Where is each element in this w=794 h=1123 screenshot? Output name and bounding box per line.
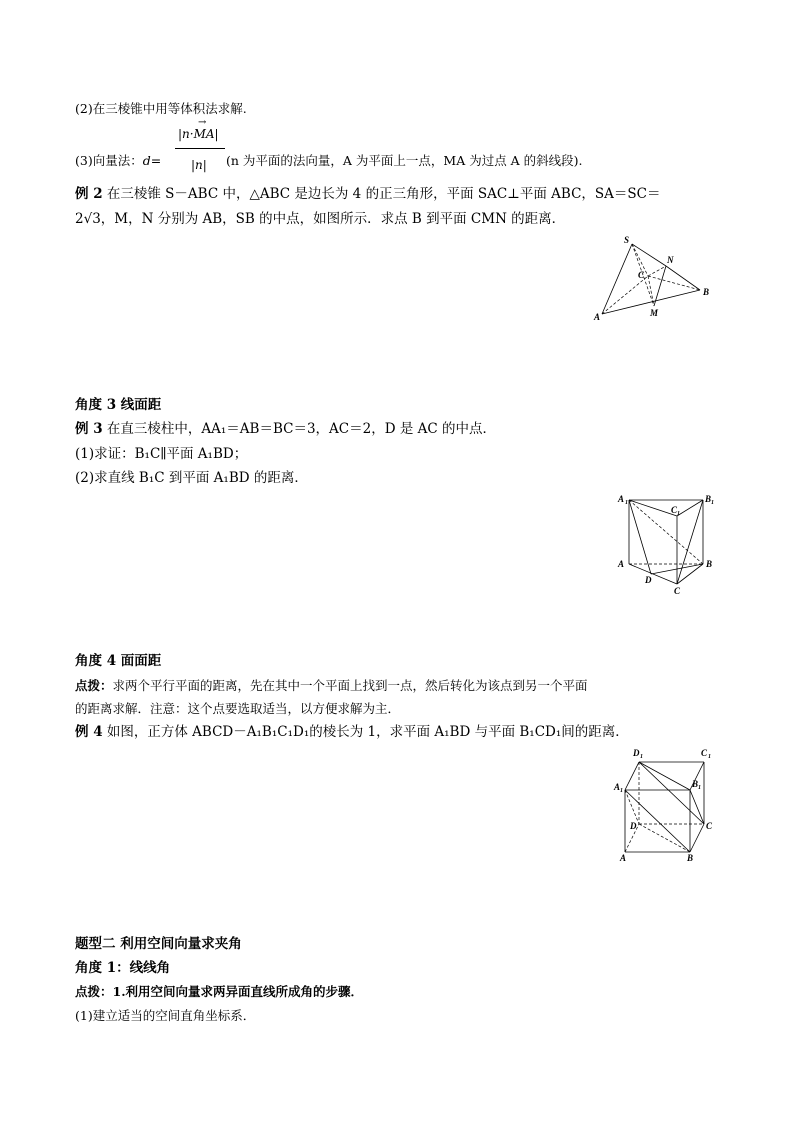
edge-A1D <box>625 790 639 824</box>
intro-item-3: (3)向量法：d= <box>75 153 162 168</box>
svg-text:1: 1 <box>711 500 714 506</box>
label-B1: B <box>705 494 712 504</box>
svg-text:1: 1 <box>620 788 623 794</box>
edge-D1C <box>639 762 704 824</box>
example-3-q1: (1)求证：B₁C∥平面 A₁BD； <box>75 446 248 462</box>
edge-CB <box>677 564 703 584</box>
example-4-label: 例 4 <box>75 724 103 740</box>
angle-4-tip-line2: 的距离求解．注意：这个点要选取适当，以方便求解为主． <box>75 701 401 716</box>
label-A1: A <box>614 782 621 792</box>
edge-CB <box>648 276 700 290</box>
label-A: A <box>620 853 627 863</box>
edge-CM <box>648 276 654 306</box>
label-D: D <box>630 821 637 831</box>
cube-figure <box>612 745 717 863</box>
example-2-line2: 2√3，M，N 分别为 AB，SB 的中点，如图所示．求点 B 到平面 CMN 的距离． <box>75 211 566 227</box>
example-3: 例 3 在直三棱柱中，AA₁＝AB＝BC＝3，AC＝2，D 是 AC 的中点． <box>75 421 497 437</box>
label-A: A <box>618 559 625 569</box>
svg-text:1: 1 <box>677 511 680 517</box>
svg-text:1: 1 <box>698 785 701 791</box>
pyramid-figure <box>592 232 722 324</box>
label-B1: B <box>692 779 699 789</box>
edge-SN <box>632 244 666 266</box>
type-2-tip: 点拨：1.利用空间向量求两异面直线所成角的步骤． <box>75 984 364 999</box>
label-C1: C <box>671 505 678 515</box>
label-D: D <box>645 575 652 585</box>
edge-A1D <box>629 500 651 574</box>
svg-text:1: 1 <box>708 754 711 760</box>
type-2-heading: 题型二 利用空间向量求夹角 <box>75 936 242 952</box>
edge-NB <box>666 266 700 290</box>
edge-SA <box>602 244 632 314</box>
intro-item-2: (2)在三棱锥中用等体积法求解. <box>75 101 247 116</box>
label-C: C <box>706 821 713 831</box>
edge-A1D1 <box>625 762 639 790</box>
edge-A1B <box>629 500 703 564</box>
label-B: B <box>706 559 713 569</box>
svg-text:1: 1 <box>625 500 628 506</box>
type-2-angle-1: 角度 1：线线角 <box>75 960 171 976</box>
label-A: A <box>594 312 601 322</box>
edge-B1C <box>677 500 703 584</box>
label-C: C <box>674 586 681 596</box>
type-2-step-1: (1)建立适当的空间直角坐标系． <box>75 1008 256 1023</box>
angle-3-heading: 角度 3 线面距 <box>75 397 162 413</box>
svg-text:1: 1 <box>640 754 643 760</box>
edge-A1C1 <box>629 500 677 516</box>
tip-label: 点拨： <box>75 678 113 693</box>
example-4: 例 4 如图，正方体 ABCD－A₁B₁C₁D₁的棱长为 1，求平面 A₁BD 与平面 B₁CD₁间的距离． <box>75 724 629 740</box>
example-2-line1: 例 2 在三棱锥 S－ABC 中，△ABC 是边长为 4 的正三角形，平面 SAC⊥平面 ABC，SA＝SC＝ <box>75 186 661 202</box>
formula-numerator: → |n·MA| <box>178 117 219 141</box>
label-C1: C <box>701 748 708 758</box>
example-2-label: 例 2 <box>75 186 103 202</box>
label-S: S <box>624 235 630 245</box>
label-N: N <box>667 255 674 265</box>
fraction-bar <box>175 148 225 149</box>
label-B: B <box>687 853 694 863</box>
label-M: M <box>650 308 659 318</box>
edge-BC <box>690 824 704 852</box>
label-D1: D <box>633 748 640 758</box>
prism-figure <box>615 490 720 600</box>
angle-4-tip-line1: 点拨：求两个平行平面的距离，先在其中一个平面上找到一点，然后转化为该点到另一个平面 <box>75 678 588 693</box>
example-3-q2: (2)求直线 B₁C 到平面 A₁BD 的距离． <box>75 470 308 486</box>
edge-B1C <box>690 790 704 824</box>
label-B: B <box>703 287 710 297</box>
angle-4-heading: 角度 4 面面距 <box>75 653 162 669</box>
label-A1: A <box>618 494 625 504</box>
intro-item-3-note: (n 为平面的法向量，A 为平面上一点，MA 为过点 A 的斜线段). <box>226 153 583 168</box>
formula-denominator: |n| <box>191 158 207 172</box>
label-C: C <box>638 270 645 280</box>
example-3-label: 例 3 <box>75 421 103 437</box>
